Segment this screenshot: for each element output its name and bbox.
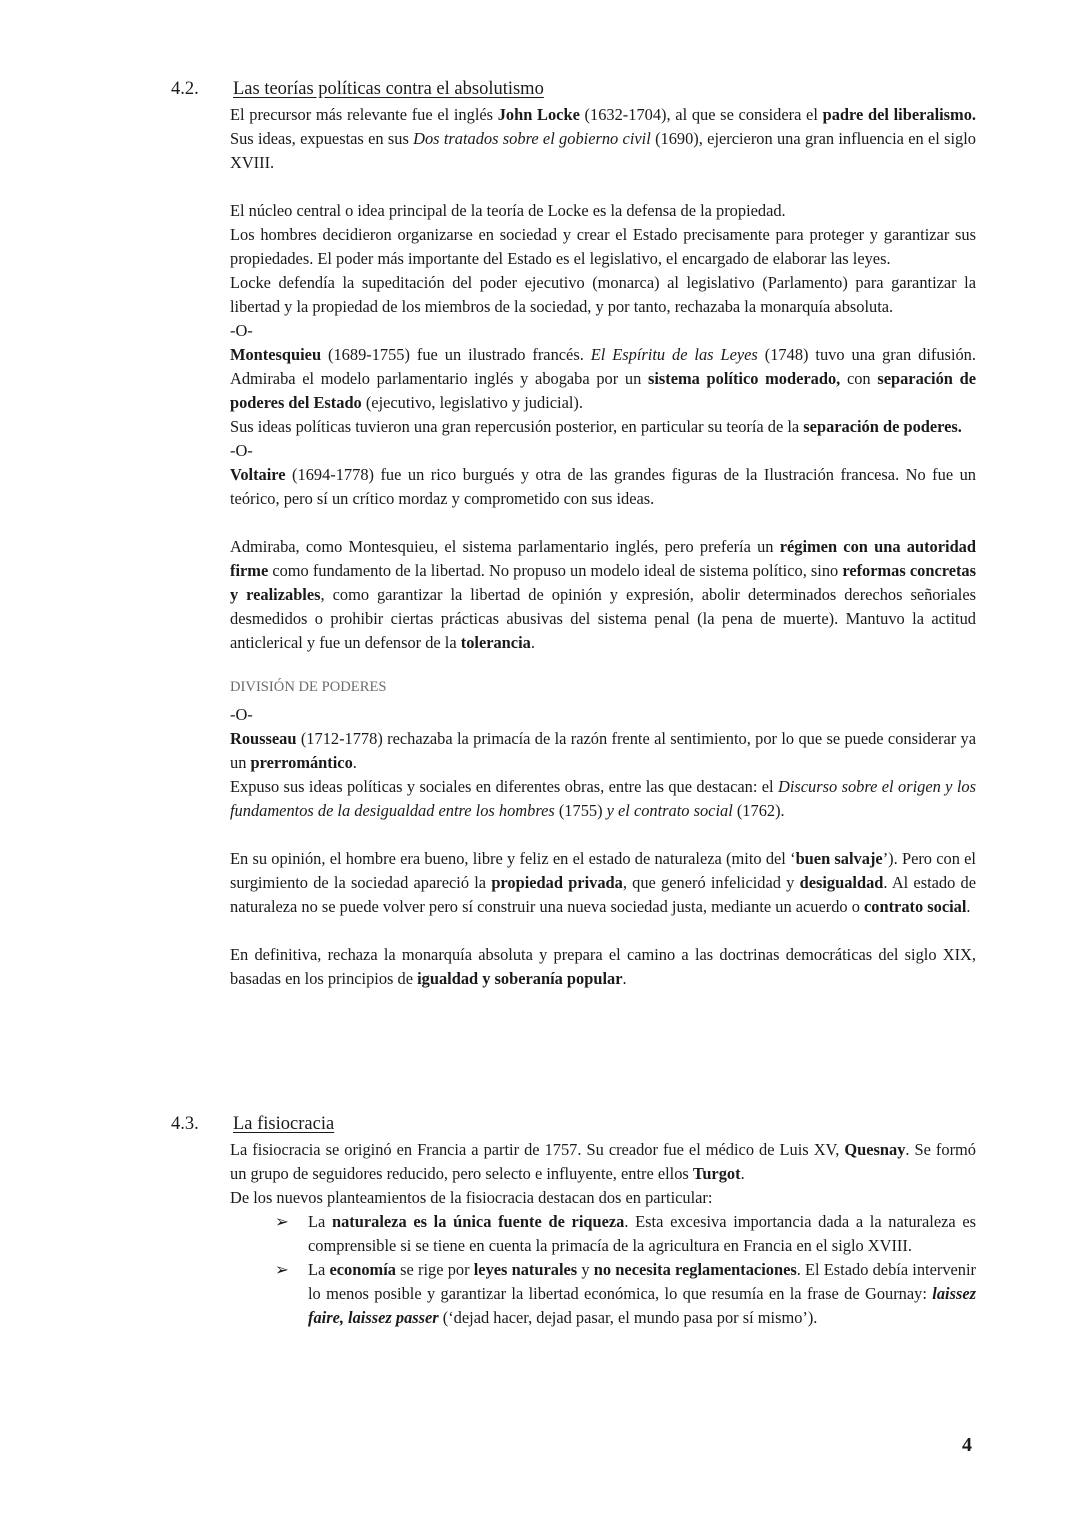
rousseau-conclusion-paragraph: En definitiva, rechaza la monarquía absoluta y prepara el camino a las doctrinas democráticas del siglo XIX, basadas en los principios de igualdad y soberanía popular.: [230, 945, 976, 988]
locke-core-paragraph: El núcleo central o idea principal de la teoría de Locke es la defensa de la propiedad.: [230, 201, 786, 220]
section-body-4-3: [230, 1138, 976, 1330]
rousseau-paragraph: Rousseau (1712-1778) rechazaba la primacía de la razón frente al sentimiento, por lo que se puede considerar ya un prerromántico.: [230, 729, 976, 772]
voltaire-ideas-paragraph: Admiraba, como Montesquieu, el sistema parlamentario inglés, pero prefería un régimen con una autoridad firme como fundamento de la libertad. No propuso un modelo ideal de sistema político, sino reformas concretas y realizables, como garantizar la libertad de opinión y expresión, abolir determinados derechos señoriales desmedidos o prohibir ciertas prácticas abusivas del sistema penal (la pena de muerte). Mantuvo la actitud anticlerical y fue un defensor de la tolerancia.: [230, 537, 977, 652]
voltaire-paragraph: Voltaire (1694-1778) fue un rico burgués y otra de las grandes figuras de la Ilustración francesa. No fue un teórico, pero sí un crítico mordaz y comprometido con sus ideas.: [230, 465, 976, 508]
arrow-bullet-icon: ➢: [275, 1260, 289, 1279]
montesquieu-legacy-paragraph: Sus ideas políticas tuvieron una gran repercusión posterior, en particular su teoría de la separación de poderes.: [230, 417, 962, 436]
rousseau-works-paragraph: Expuso sus ideas políticas y sociales en diferentes obras, entre las que destacan: el Discurso sobre el origen y los fundamentos de la desigualdad entre los hombres (1755) y el contrato social (1762).: [230, 777, 976, 820]
section-title: La fisiocracia: [233, 1114, 335, 1134]
locke-intro-paragraph: El precursor más relevante fue el inglés John Locke (1632-1704), al que se considera el padre del liberalismo. Sus ideas, expuestas en sus Dos tratados sobre el gobierno civil (1690), ejercieron una gran influencia en el siglo XVIII.: [230, 105, 977, 172]
section-heading-4-2: [171, 77, 544, 101]
section-heading-4-3: [171, 1112, 334, 1136]
arrow-bullet-icon: ➢: [275, 1212, 289, 1231]
fisiocracia-list: [230, 1210, 976, 1330]
separator: -O-: [230, 441, 253, 460]
montesquieu-paragraph: Montesquieu (1689-1755) fue un ilustrado francés. El Espíritu de las Leyes (1748) tuvo una gran difusión. Admiraba el modelo parlamentario inglés y abogaba por un sistema político moderado, con separación de poderes del Estado (ejecutivo, legislativo y judicial).: [230, 345, 976, 412]
list-item: ➢ La economía se rige por leyes naturales y no necesita reglamentaciones. El Estado debía intervenir lo menos posible y garantizar la libertad económica, lo que resumía en la frase de Gournay: laissez faire, laissez passer (‘dejad hacer, dejad pasar, el mundo pasa por sí mismo’).: [275, 1260, 977, 1327]
section-number: 4.2.: [171, 79, 199, 99]
page-number: 4: [962, 1434, 972, 1456]
division-de-poderes-label: DIVISIÓN DE PODERES: [230, 679, 387, 695]
rousseau-opinion-paragraph: En su opinión, el hombre era bueno, libre y feliz en el estado de naturaleza (mito del ‘buen salvaje’). Pero con el surgimiento de la sociedad apareció la propiedad privada, que generó infelicidad y desigualdad. Al estado de naturaleza no se puede volver pero sí construir una nueva sociedad justa, mediante un acuerdo o contrato social.: [230, 849, 976, 916]
locke-state-paragraph: Los hombres decidieron organizarse en sociedad y crear el Estado precisamente para proteger y garantizar sus propiedades. El poder más importante del Estado es el legislativo, el encargado de elaborar las leyes.: [230, 225, 976, 268]
locke-powers-paragraph: Locke defendía la supeditación del poder ejecutivo (monarca) al legislativo (Parlamento) para garantizar la libertad y la propiedad de los miembros de la sociedad, y por tanto, rechazaba la monarquía absoluta.: [230, 273, 976, 316]
list-item: ➢ La naturaleza es la única fuente de riqueza. Esta excesiva importancia dada a la naturaleza es comprensible si se tiene en cuenta la primacía de la agricultura en Francia en el siglo XVIII.: [275, 1212, 976, 1255]
section-number: 4.3.: [171, 1114, 199, 1134]
separator: -O-: [230, 705, 253, 724]
fisiocracia-lead-paragraph: De los nuevos planteamientos de la fisiocracia destacan dos en particular:: [230, 1188, 713, 1207]
section-body-4-2: [230, 103, 976, 991]
section-title: Las teorías políticas contra el absolutismo: [233, 79, 544, 99]
separator: -O-: [230, 321, 253, 340]
fisiocracia-intro-paragraph: La fisiocracia se originó en Francia a partir de 1757. Su creador fue el médico de Luis XV, Quesnay. Se formó un grupo de seguidores reducido, pero selecto e influyente, entre ellos Turgot.: [230, 1140, 976, 1183]
